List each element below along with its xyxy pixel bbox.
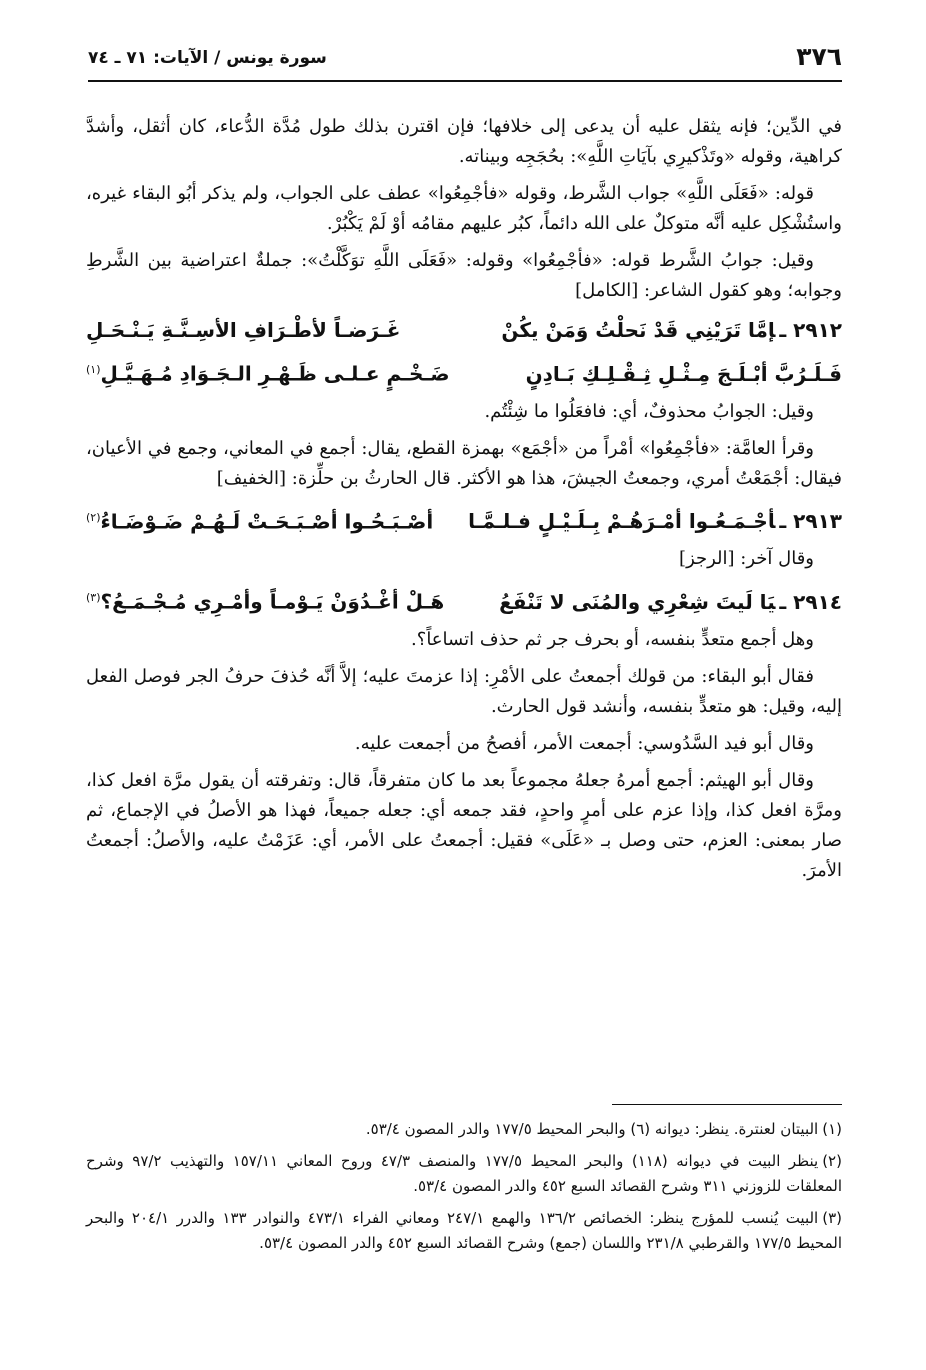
paragraph: وقرأ العامَّة: «فأجْمِعُوا» أمْراً من «أجْمَع» بهمزة القطع، يقال: أجمع في المعاني، وجمع في الأعيان، فيقال: أجْمَعْتُ أمري، وجمعتُ الجيشَ، هذا هو الأكثر. قال الحارثُ بن حلِّزة: [الخفيف] bbox=[86, 437, 842, 489]
footnote-ref: (٣) bbox=[86, 591, 101, 605]
main-text bbox=[86, 112, 842, 893]
verse-second-half: أصْـبَـحُـوا أصْـبَـحَـتْ لَـهُـمْ ضَـوْضَـاءُ bbox=[100, 509, 434, 534]
verse-line bbox=[86, 581, 842, 619]
paragraph: وقال أبو فيد السَّدُوسي: أجمعت الأمر، أفصحُ من أجمعت عليه. bbox=[354, 732, 814, 754]
footnote-text: البيت يُنسب للمؤرج ينظر: الخصائص ١٣٦/٢ والهمع ٢٤٧/١ ومعاني الفراء ٤٧٣/١ والنوادر ١٣٣ والدرر ٢٠٤/١ والبحر المحيط ١٧٧/٥ والقرطبي ٢٣١/٨ واللسان (جمع) وشرح القصائد السبع ٤٥٢ والدر المصون ٥٣/٤. bbox=[86, 1209, 842, 1252]
footnote-divider bbox=[612, 1104, 842, 1105]
verse-second-half: غَـرَضـاً لأطْـرَافِ الأسِـنَّـةِ يَـنْـحَـلِ bbox=[86, 318, 401, 342]
verse-first-half: فَـلَـرُبَّ أبْـلَـجَ مِـثْـلِ ثِـقْـلِـكِ بَـادِنٍ bbox=[525, 361, 842, 386]
verse-second-half: ضَـخْـمٍ عـلـى ظَـهْـرِ الـجَـوَادِ مُـهَـيَّـلِ bbox=[100, 361, 450, 386]
footnotes bbox=[86, 1104, 842, 1263]
paragraph: قوله: «فَعَلَى اللَّهِ» جواب الشَّرط، وقوله «فأجْمِعُوا» عطف على الجواب، ولم يذكر أبُو البقاء غيره، واستُشْكِل عليه أنَّه متوكلٌ على الله دائماً، كبُر عليهم مقامُه أوْ لَمْ يَكْبُرْ. bbox=[86, 183, 842, 234]
footnote bbox=[86, 1149, 842, 1199]
verse-hemistich bbox=[501, 313, 842, 347]
paragraph: في الدِّين؛ فإنه يثقل عليه أن يدعى إلى خلافها؛ فإن اقترن بذلك طول مُدَّة الدُّعاء، كان أثقل، وأشدَّ كراهية، وقوله «وتَذْكيرِي بآيَاتِ اللَّهِ»: بحُجَجِه وبيناته. bbox=[86, 116, 842, 167]
footnote-number: (٣) bbox=[822, 1209, 842, 1227]
footnote-text: البيتان لعنترة. ينظر: ديوانه (٦) والبحر المحيط ١٧٧/٥ والدر المصون ٥٣/٤. bbox=[365, 1120, 819, 1138]
footnote bbox=[86, 1117, 842, 1142]
page-header bbox=[88, 40, 842, 82]
verse-first-half: إمَّا تَرَيْنِي قَدْ نَحلْتُ وَمَنْ يكُنْ bbox=[501, 318, 776, 342]
verse-first-half: يَا لَيتَ شِعْرِي والمُنَى لا تَنْفَعُ bbox=[499, 589, 776, 614]
verse-hemistich bbox=[499, 585, 842, 619]
footnote-number: (١) bbox=[822, 1120, 842, 1138]
paragraph: وقيل: الجوابُ محذوفٌ، أي: فافعَلُوا ما شِئْتُم. bbox=[484, 400, 814, 422]
verse-first-half: أجْـمَـعُـوا أمْـرَهُـمْ بِـلَـيْـلٍ فـلـمَّـا bbox=[468, 509, 776, 534]
verse-hemistich bbox=[86, 501, 433, 539]
verse-line bbox=[86, 353, 842, 391]
verse-number: ٢٩١٣ ـ bbox=[779, 509, 842, 534]
footnote-ref: (٢) bbox=[86, 510, 101, 524]
paragraph: وقيل: جوابُ الشَّرط قوله: «فأجْمِعُوا» وقوله: «فَعَلَى اللَّهِ توَكَّلْتُ»: جملةٌ اعتراضية بين الشَّرطِ وجوابه؛ وهو كقول الشاعر: [الكامل] bbox=[86, 250, 842, 301]
verse-hemistich bbox=[86, 581, 444, 619]
verse-line bbox=[86, 313, 842, 347]
verse-hemistich bbox=[86, 353, 450, 391]
footnote bbox=[86, 1206, 842, 1256]
paragraph: وقال أبو الهيثم: أجمع أمرهُ جعلهُ مجموعاً بعد ما كان متفرقاً، قال: وتفرقته أن يقول مرَّة افعل كذا، ومرَّة افعل كذا، وإذا عزم على أمرٍ واحدٍ، فقد جمعه أي: جعله جميعاً، فهذا هو الأصلُ في الإجماع، ثم صار بمعنى: العزم، حتى وصل بـ «عَلَى» فقيل: أجمعتُ على الأمر، أي: عَزَمْتُ عليه، والأصلُ: أجمعتُ الأمرَ. bbox=[86, 769, 842, 881]
footnote-text: ينظر البيت في ديوانه (١١٨) والبحر المحيط ١٧٧/٥ والمنصف ٤٧/٣ وروح المعاني ١٥٧/١١ والتهذيب ٩٧/٢ وشرح المعلقات للزوزني ٣١١ وشرح القصائد السبع ٤٥٢ والدر المصون ٥٣/٤. bbox=[86, 1152, 842, 1195]
verse-number: ٢٩١٤ ـ bbox=[779, 589, 842, 614]
footnote-number: (٢) bbox=[822, 1152, 842, 1170]
footnote-ref: (١) bbox=[86, 363, 101, 376]
verse-number: ٢٩١٢ ـ bbox=[779, 318, 842, 342]
page-number: ٣٧٦ bbox=[796, 42, 842, 71]
paragraph: وهل أجمع متعدٍّ بنفسه، أو بحرف جر ثم حذف اتساعاً؟. bbox=[411, 628, 814, 650]
verse-hemistich bbox=[468, 504, 842, 538]
paragraph: وقال آخر: [الرجز] bbox=[679, 548, 814, 570]
running-title: سورة يونس / الآيات: ٧١ ـ ٧٤ bbox=[88, 48, 327, 68]
verse-line bbox=[86, 501, 842, 539]
paragraph: فقال أبو البقاء: من قولك أجمعتُ على الأمْرِ: إذا عزمتَ عليه؛ إلاَّ أنَّه حُذفَ حرفُ الجر فوصل الفعل إليه، وقيل: هو متعدٍّ بنفسه، وأنشد قول الحارث. bbox=[86, 665, 842, 717]
verse-second-half: هَـلْ أغْـدُوَنْ يَـوْمـاً وأمْـرِي مُـجْـمَـعُ؟ bbox=[100, 589, 445, 614]
